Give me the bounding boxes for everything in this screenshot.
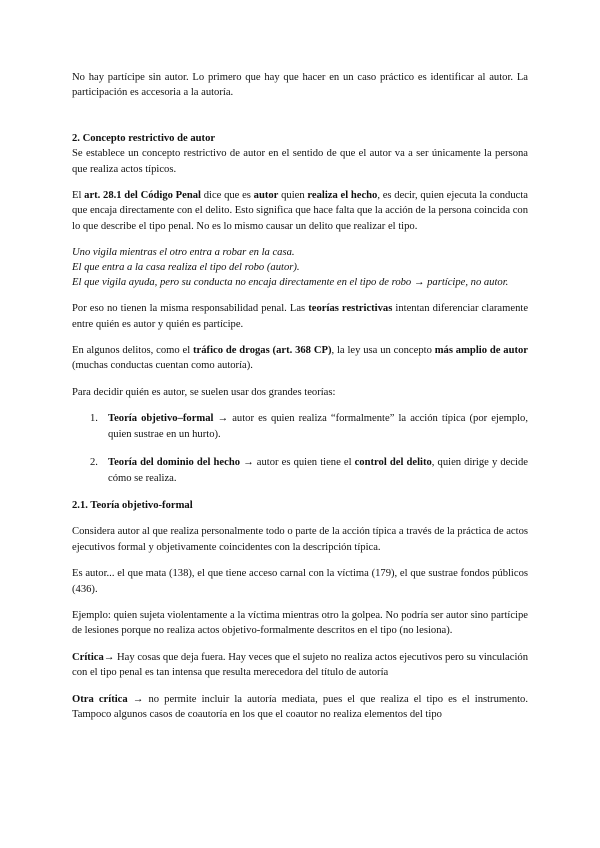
section-2-1-paragraph-2: Es autor... el que mata (138), el que tiene acceso carnal con la víctima (179), el que sustrae fondos públicos (436). xyxy=(72,568,528,595)
section-2-paragraph-5: Para decidir quién es autor, se suelen usar dos grandes teorías: xyxy=(72,386,336,398)
section-2-heading: 2. Concepto restrictivo de autor xyxy=(72,132,216,144)
robbery-example xyxy=(72,245,528,290)
section-2-1-paragraph-1: Considera autor al que realiza personalmente todo o parte de la acción típica a través de la práctica de actos ejecutivos formal y objetivamente coincidentes con la descripción típica. xyxy=(72,526,528,553)
list-item: 2. Teoría del dominio del hecho → autor es quien tiene el control del delito, quien dirige y decide cómo se realiza. xyxy=(90,457,528,484)
section-2-1-other-critique: Otra crítica → no permite incluir la autoría mediata, pues el que realiza el tipo es el instrumento. Tampoco algunos casos de coautoría en los que el coautor no realiza elementos del tipo xyxy=(72,693,529,720)
example-line-1: Uno vigila mientras el otro entra a robar en la casa. xyxy=(72,247,295,259)
intro-paragraph: No hay partícipe sin autor. Lo primero que hay que hacer en un caso práctico es identificar al autor. La participación es accesoria a la autoría. xyxy=(72,72,528,99)
section-2-1-paragraph-3: Ejemplo: quien sujeta violentamente a la víctima mientras otro la golpea. No podría ser autor sino partícipe de lesiones porque no realiza actos objetivo-formalmente descritos en el tipo (no lesiona). xyxy=(72,609,528,637)
section-2-paragraph-2: El art. 28.1 del Código Penal dice que es autor quien realiza el hecho, es decir, quien ejecuta la conducta que encaja directamente con el delito. Esto significa que hace falta que la acción de la persona coincida con lo que describe el tipo penal. No es lo mismo causar un delito que realizar el tipo. xyxy=(72,190,528,232)
section-2-paragraph-3: Por eso no tienen la misma responsabilidad penal. Las teorías restrictivas intentan diferenciar claramente entre quién es autor y quién es partícipe. xyxy=(72,303,529,330)
example-line-3: El que vigila ayuda, pero su conducta no encaja directamente en el tipo de robo → partícipe, no autor. xyxy=(72,277,509,289)
list-item: 1. Teoría objetivo–formal → autor es quien realiza “formalmente” la acción típica (por ejemplo, quien sustrae en un hurto). xyxy=(90,413,529,440)
theories-list xyxy=(72,411,528,486)
example-line-2: El que entra a la casa realiza el tipo del robo (autor). xyxy=(72,262,300,274)
section-2-1-critique: Crítica→ Hay cosas que deja fuera. Hay veces que el sujeto no realiza actos ejecutivos pero su vinculación con el tipo penal es tan intensa que resulta merecedora del título de autoría xyxy=(72,651,528,679)
section-2-paragraph-4: En algunos delitos, como el tráfico de drogas (art. 368 CP), la ley usa un concepto más amplio de autor (muchas conductas cuentan como autoría). xyxy=(72,345,528,372)
section-2-1-heading: 2.1. Teoría objetivo-formal xyxy=(72,499,193,511)
section-2-paragraph-1: Se establece un concepto restrictivo de autor en el sentido de que el autor va a ser únicamente la persona que realiza actos típicos. xyxy=(72,148,528,175)
